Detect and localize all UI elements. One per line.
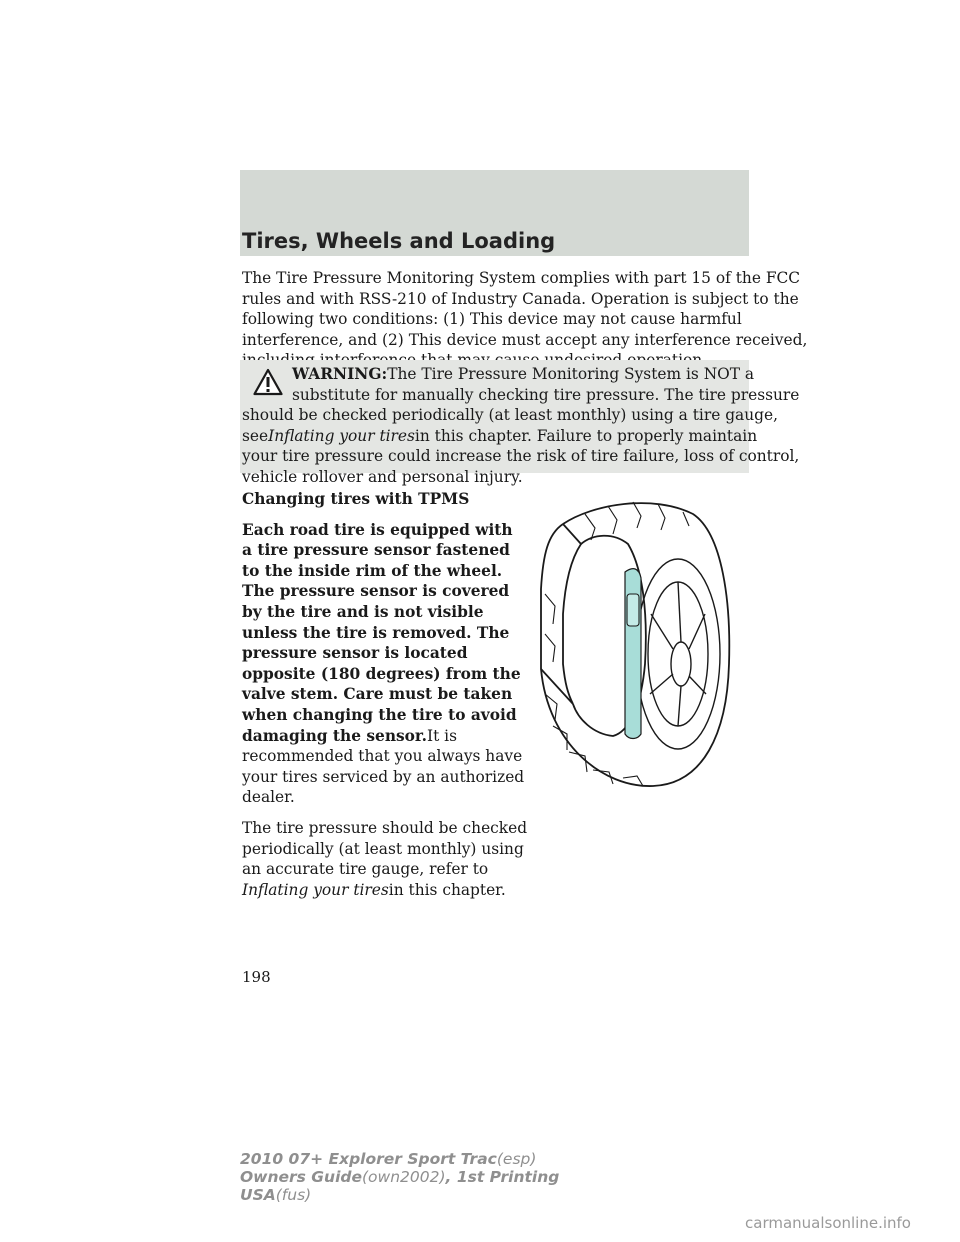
sensor-text-line: by the tire and is not visible [242,602,484,621]
sensor-bold-end: damaging the sensor. [242,726,427,745]
intro-line: rules and with RSS-210 of Industry Canada. Operation is subject to the [242,289,799,308]
warning-box [240,360,800,486]
sensor-plain-start: It is [427,726,457,745]
warning-line-2: substitute for manually checking tire pressure. The tire pressure [292,385,800,404]
warning-text [242,364,800,488]
sensor-text-line: a tire pressure sensor fastened [242,541,510,560]
footer-line-1 [240,1150,559,1168]
footer-printing: , 1st Printing [445,1168,560,1186]
tread-pattern [545,502,689,786]
warning-line [242,364,755,385]
intro-paragraph [242,268,807,371]
sensor-text-line: opposite (180 degrees) from the [242,664,521,683]
check-line: The tire pressure should be checked [242,818,528,837]
check-suffix: in this chapter. [388,880,506,899]
footer [240,1150,559,1204]
intro-line: The Tire Pressure Monitoring System complies with part 15 of the FCC [242,269,801,287]
intro-line: interference, and (2) This device must accept any interference received, [242,330,808,349]
footer-model: 2010 07+ Explorer Sport Trac [240,1150,497,1168]
wheel-rim [636,559,720,749]
sensor-text-line [242,726,532,747]
warning-see: see [242,426,269,445]
check-line [242,880,532,901]
warning-line-6: vehicle rollover and personal injury. [242,467,523,486]
watermark: carmanualsonline.info [745,1214,911,1232]
page-title: Tires, Wheels and Loading [242,229,556,253]
warning-line-5: your tire pressure could increase the risk of tire failure, loss of control, [242,447,800,466]
recommend-line: recommended that you always have [242,747,523,766]
warning-line-1: The Tire Pressure Monitoring System is NOT a [387,365,755,383]
check-line: an accurate tire gauge, refer to [242,860,489,879]
warning-line-4-suffix: in this chapter. Failure to properly maintain [414,426,758,445]
sensor-text-line: The pressure sensor is covered [242,582,510,601]
tire-sensor-illustration [533,494,733,790]
pressure-sensor [625,569,641,739]
footer-market: USA [240,1186,276,1204]
spacer [242,808,532,818]
intro-line: following two conditions: (1) This device may not cause harmful [242,310,742,329]
check-line: periodically (at least monthly) using [242,839,524,858]
recommend-line: dealer. [242,788,295,807]
warning-line-3: should be checked periodically (at least monthly) using a tire gauge, [242,406,778,425]
recommend-line: your tires serviced by an authorized [242,767,525,786]
footer-model-code: (esp) [496,1150,537,1168]
footer-line-2 [240,1168,559,1186]
sensor-text-line: pressure sensor is located [242,644,468,663]
warning-line [242,426,758,447]
sensor-text-line: Each road tire is equipped with [242,520,513,539]
inflating-tires-link[interactable]: Inflating your tires [268,426,415,445]
warning-label: WARNING: [292,365,388,383]
footer-guide-code: (own2002) [362,1168,446,1186]
sensor-text-line: unless the tire is removed. The [242,623,510,642]
spacer [242,510,532,520]
footer-guide: Owners Guide [240,1168,362,1186]
sensor-text-line: when changing the tire to avoid [242,705,517,724]
sensor-text-line: to the inside rim of the wheel. [242,561,503,580]
sensor-text-line: valve stem. Care must be taken [242,685,513,704]
footer-line-3 [240,1186,559,1204]
section-heading: Changing tires with TPMS [242,490,470,508]
page-number: 198 [242,968,271,986]
inflating-tires-link[interactable]: Inflating your tires [242,880,389,899]
tpms-section [242,489,532,900]
footer-market-code: (fus) [275,1186,312,1204]
